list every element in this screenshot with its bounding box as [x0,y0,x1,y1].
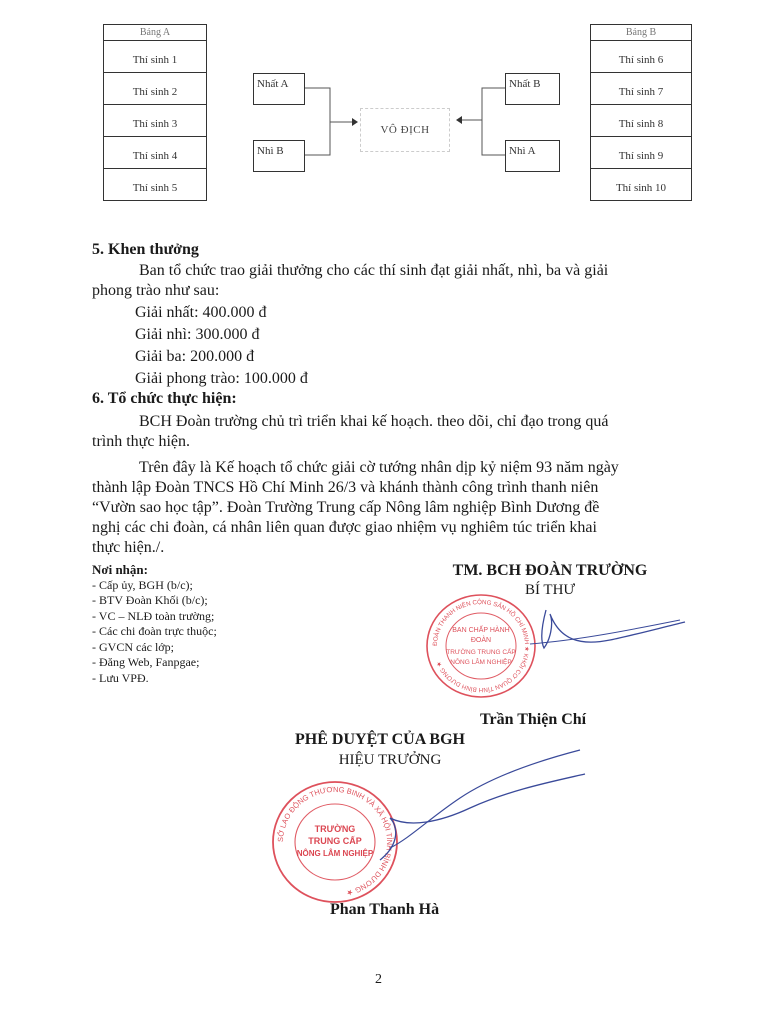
table-row: Thí sinh 10 [615,181,667,194]
list-item: - BTV Đoàn Khối (b/c); [92,593,208,607]
list-item: - Các chi đoàn trực thuộc; [92,624,217,638]
section6-line: thành lập Đoàn TNCS Hồ Chí Minh 26/3 và khánh thành công trình thanh niên [92,479,599,496]
prize-first: Giải nhất: 400.000 đ [135,304,267,321]
list-item: - VC – NLĐ toàn trường; [92,608,215,623]
bracket-connectors [0,0,757,210]
stamp-line: BAN CHẤP HÀNH [452,627,510,634]
table-row: Thí sinh 4 [104,137,206,169]
page-number: 2 [375,972,382,987]
list-item: - Đăng Web, Fanpgae; [92,655,200,669]
section6-paragraph-2 [92,458,692,558]
recipients-title: Nơi nhận: [92,562,148,577]
list-item: - GVCN các lớp; [92,639,174,654]
table-row: Thí sinh 7 [591,73,691,105]
champion-box: VÔ ĐỊCH [360,108,450,152]
second-a-box: Nhì A [505,140,560,172]
signature2-name: Phan Thanh Hà [330,901,440,918]
recipients-list [92,562,217,686]
stamp-line: TRUNG CẤP [308,836,362,846]
table-row: Thí sinh 9 [591,137,691,169]
signature1-name: Trần Thiện Chí [480,711,587,728]
section5-heading: 5. Khen thưởng [92,241,199,258]
section6-line: nghị các chi đoàn, cá nhân liên quan được giao nhiệm vụ nghiêm túc triển khai [92,519,597,536]
table-row: Thí sinh 8 [591,105,691,137]
stamp-line: ĐOÀN [470,637,492,644]
prize-third: Giải ba: 200.000 đ [135,348,255,365]
section5-line: Ban tổ chức trao giải thưởng cho các thí sinh đạt giải nhất, nhì, ba và giải [139,262,609,279]
stamp-line: TRƯỜNG TRUNG CẤP [446,649,516,656]
signature2-ink [370,748,590,868]
section6-line: trình thực hiện. [92,433,190,450]
table-row: Thí sinh 6 [591,41,691,73]
stamp-ring-text: SỞ LAO ĐỘNG THƯƠNG BINH VÀ XÃ HỘI TỈNH BÌNH DƯƠNG ★ [275,784,395,898]
stamp-ring-text: ĐOÀN THANH NIÊN CỘNG SẢN HỒ CHÍ MINH ★ KHỐI CƠ QUAN TỈNH BÌNH DƯƠNG ★ [431,598,531,694]
second-b-box: Nhì B [253,140,305,172]
section6-heading: 6. Tổ chức thực hiện: [92,390,237,407]
stamp-line: NÔNG LÂM NGHIỆP [450,659,512,666]
table-row: Thí sinh 3 [104,105,206,137]
list-item: - Lưu VPĐ. [92,670,149,685]
table-row: Thí sinh 5 [132,181,178,194]
prize-movement: Giải phong trào: 100.000 đ [135,370,308,387]
signature2-role: HIỆU TRƯỞNG [338,752,442,768]
table-b-header: Bảng B [591,25,691,41]
signature2-title: PHÊ DUYỆT CỦA BGH [295,731,465,748]
section6-line: “Vườn sao học tập”. Đoàn Trường Trung cấp Nông lâm nghiệp Bình Dương đề [92,499,600,516]
section5-paragraph [92,261,692,301]
stamp-line: NÔNG LÂM NGHIỆP [296,849,374,858]
table-row: Thí sinh 1 [104,41,206,73]
first-a-box: Nhất A [253,73,305,105]
table-row: Thí sinh 2 [104,73,206,105]
section6-line: Trên đây là Kế hoạch tổ chức giải cờ tướng nhân dịp kỷ niệm 93 năm ngày [139,459,619,476]
section6-line: thực hiện./. [92,539,165,556]
prize-second: Giải nhì: 300.000 đ [135,326,260,343]
table-a-header: Bảng A [104,25,206,41]
list-item: - Cấp ủy, BGH (b/c); [92,577,193,592]
first-b-box: Nhất B [505,73,560,105]
signature1-role: BÍ THƯ [524,582,576,598]
signature1-title: TM. BCH ĐOÀN TRƯỜNG [452,562,648,579]
section6-line: BCH Đoàn trường chủ trì triển khai kế hoạch. theo dõi, chỉ đạo trong quá [139,413,609,430]
section6-paragraph-1 [92,412,692,452]
stamp-line: TRƯỜNG [314,824,356,834]
section5-line: phong trào như sau: [92,282,220,299]
signature1-ink [520,600,690,670]
